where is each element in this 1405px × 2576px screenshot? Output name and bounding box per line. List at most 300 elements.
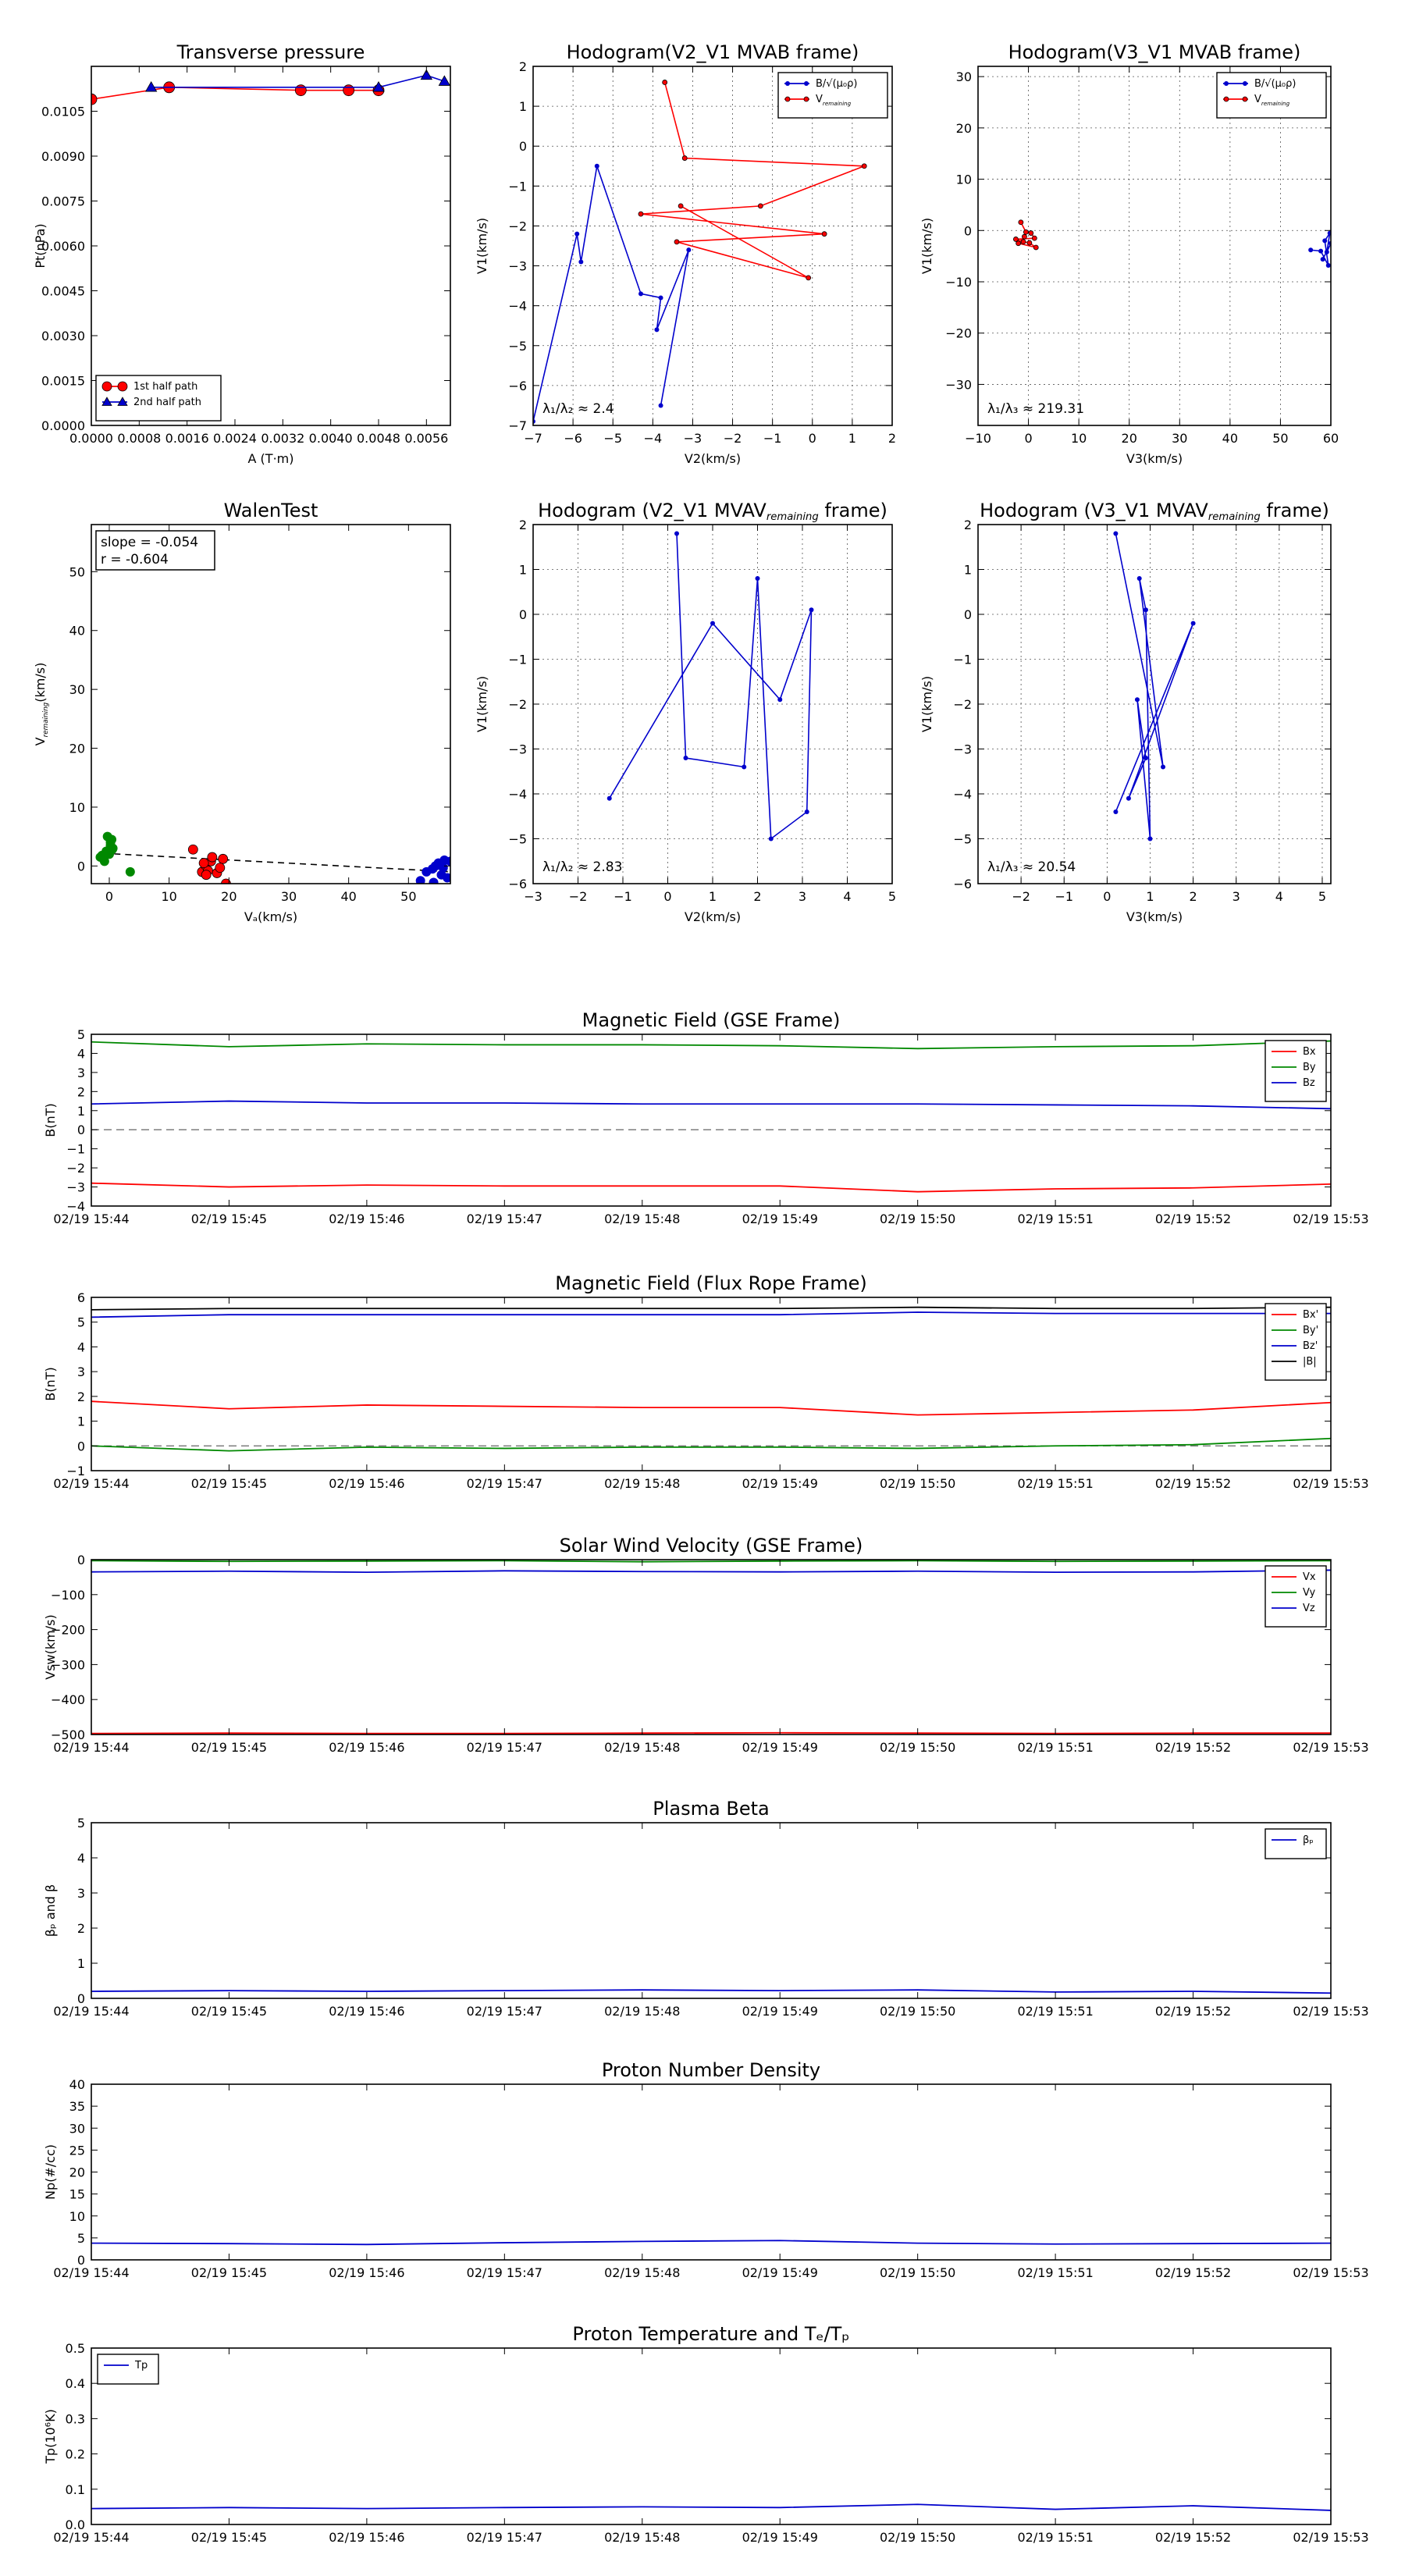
chart-title: Solar Wind Velocity (GSE Frame) [559,1535,863,1557]
series-group [531,80,866,423]
series-group [91,2240,1331,2244]
data-point [822,232,827,237]
data-point [1032,236,1037,240]
x-tick-label: 02/19 15:53 [1293,1740,1369,1755]
series-line [91,1990,1331,1993]
x-tick-label: 50 [400,889,417,904]
legend-marker [804,97,809,101]
y-axis-label: Vsw(km/s) [43,1614,58,1680]
x-axis-label: V3(km/s) [1126,909,1183,924]
data-point [674,532,679,536]
y-tick-label: 40 [69,2077,85,2092]
x-tick-label: 02/19 15:51 [1017,2530,1094,2545]
data-point [1144,607,1148,612]
data-point [98,851,107,860]
x-tick-label: 02/19 15:51 [1017,2004,1094,2019]
x-tick-label: 02/19 15:47 [466,1476,542,1491]
data-point [1161,765,1165,770]
legend-label: By' [1303,1325,1319,1336]
series-line [91,1560,1331,1561]
y-tick-label: 0 [518,139,527,155]
data-point [678,204,683,208]
x-tick-label: −2 [568,889,588,904]
legend-label: Vx [1303,1571,1316,1583]
x-tick-label: 02/19 15:44 [53,1476,130,1491]
legend-label: Vy [1303,1587,1316,1599]
legend [1265,1304,1326,1380]
x-tick-label: 0 [1024,431,1033,446]
x-tick-label: −2 [723,431,742,446]
data-point [1019,220,1023,225]
x-tick-label: 0.0056 [404,431,449,446]
x-tick-label: −7 [524,431,542,446]
x-tick-label: 02/19 15:49 [742,2004,818,2019]
legend-label: By [1303,1062,1316,1073]
y-axis-label: B(nT) [43,1367,58,1401]
x-tick-label: 02/19 15:47 [466,2265,542,2280]
y-axis-label: βₚ and β [43,1884,58,1937]
y-tick-label: 5 [76,2230,85,2246]
legend-label: Bz' [1303,1340,1318,1352]
y-tick-label: 2 [518,59,527,74]
y-tick-label: −2 [953,697,972,712]
x-tick-label: 4 [1275,889,1283,904]
chart-ts4 [43,1798,1369,2019]
y-tick-label: −4 [66,1199,85,1214]
x-tick-label: 0.0000 [69,431,113,446]
y-tick-label: 10 [69,799,85,815]
data-point [108,844,118,853]
x-tick-label: −2 [1012,889,1030,904]
data-point [1325,250,1329,254]
x-tick-label: 40 [1222,431,1239,446]
data-point [654,327,659,332]
data-point [710,621,715,626]
x-tick-label: 02/19 15:53 [1293,2004,1369,2019]
x-tick-label: 02/19 15:50 [880,2265,956,2280]
data-point [1308,247,1313,252]
y-tick-label: 10 [955,172,972,187]
y-tick-label: 0 [963,223,972,239]
data-point [1326,263,1331,268]
legend-marker [118,382,127,391]
x-tick-label: −6 [564,431,582,446]
x-tick-label: 02/19 15:49 [742,1740,818,1755]
x-tick-label: 0.0024 [213,431,257,446]
legend [1265,1041,1326,1101]
legend-box [1265,1566,1326,1627]
y-tick-label: 3 [76,1364,85,1380]
y-tick-label: 0.3 [65,2411,85,2427]
x-tick-label: 02/19 15:48 [604,2004,681,2019]
series-group [607,532,814,841]
y-tick-label: −4 [508,787,527,802]
y-tick-label: 20 [69,2165,85,2180]
data-point [1321,257,1325,262]
x-tick-label: −3 [683,431,702,446]
chart-title: Proton Number Density [601,2059,821,2081]
chart-tp [33,41,450,466]
y-tick-label: 0.0075 [41,194,85,209]
x-tick-label: 02/19 15:52 [1154,1212,1232,1226]
x-tick-label: 02/19 15:45 [190,1740,268,1755]
y-tick-label: −400 [51,1692,85,1708]
x-tick-label: 02/19 15:51 [1017,1740,1094,1755]
y-tick-label: 15 [69,2186,85,2202]
chart-title: Magnetic Field (GSE Frame) [582,1009,841,1031]
x-tick-label: 0.0040 [308,431,353,446]
data-point [1318,249,1323,254]
legend-label: Vz [1303,1603,1315,1614]
chart-title: Hodogram(V3_V1 MVAB frame) [1008,41,1301,63]
series-group [91,1990,1331,1993]
y-tick-label: 3 [76,1065,85,1080]
x-tick-label: −1 [763,431,782,446]
plot-frame [91,1560,1331,1735]
legend-label: |B| [1303,1356,1317,1368]
x-tick-label: 02/19 15:48 [604,2265,681,2280]
series-group [91,1560,1331,1733]
x-tick-label: 3 [798,889,807,904]
data-point [126,867,135,877]
x-tick-label: 02/19 15:50 [880,2004,956,2019]
y-tick-label: 0.1 [65,2482,85,2497]
data-point [742,765,746,770]
x-tick-label: 02/19 15:45 [190,2530,268,2545]
x-tick-label: 02/19 15:48 [604,1476,681,1491]
x-tick-label: 30 [1172,431,1188,446]
x-tick-label: 50 [1272,431,1289,446]
series-line [91,1733,1331,1734]
x-tick-label: 02/19 15:51 [1017,1212,1094,1226]
y-tick-label: −5 [508,338,527,354]
chart-ts5 [43,2059,1369,2280]
y-tick-label: 3 [76,1886,85,1901]
x-tick-label: 02/19 15:49 [742,1476,818,1491]
x-tick-label: 02/19 15:46 [329,2004,405,2019]
plot-frame [91,66,450,425]
x-tick-label: 02/19 15:50 [880,1476,956,1491]
legend-label: Bx' [1303,1309,1319,1321]
y-tick-label: 25 [69,2143,85,2158]
data-point [674,240,679,244]
x-tick-label: −10 [965,431,991,446]
x-tick-label: 02/19 15:45 [190,2265,268,2280]
legend-marker [785,81,790,86]
plot-frame [91,2084,1331,2260]
series-group [91,1041,1331,1192]
y-tick-label: −30 [945,377,972,393]
x-tick-label: −1 [1055,889,1074,904]
legend-marker [1224,97,1229,101]
y-tick-label: 4 [76,1046,85,1062]
x-tick-label: 02/19 15:48 [604,1212,681,1226]
x-tick-label: 02/19 15:53 [1293,2530,1369,2545]
x-tick-label: 02/19 15:44 [53,2530,130,2545]
x-tick-label: 0.0016 [165,431,209,446]
y-tick-label: 1 [76,1956,85,1971]
y-tick-label: −1 [508,179,527,194]
ratio-annotation: λ₁/λ₂ ≈ 2.4 [542,401,614,417]
y-tick-label: −6 [508,378,527,393]
chart-h1 [475,41,896,466]
legend [1265,1566,1326,1627]
data-point [756,576,760,581]
x-tick-label: 02/19 15:52 [1154,2004,1232,2019]
y-axis-label: V1(km/s) [919,217,934,275]
legend-box [1265,1041,1326,1101]
x-tick-label: 4 [843,889,852,904]
x-tick-label: 1 [708,889,717,904]
x-tick-label: 20 [221,889,237,904]
y-tick-label: 0 [76,2253,85,2268]
data-point [659,403,663,407]
plot-frame [91,2348,1331,2524]
y-tick-label: −200 [51,1622,85,1638]
series-group [91,1308,1331,1451]
x-tick-label: 02/19 15:45 [190,2004,268,2019]
series-line [1115,534,1193,839]
legend-marker [102,382,112,391]
y-tick-label: 0 [76,1553,85,1567]
y-tick-label: 4 [76,1851,85,1866]
x-tick-label: 1 [1146,889,1154,904]
y-tick-label: 0.0000 [41,418,85,433]
data-point [809,607,814,612]
y-tick-label: −1 [953,652,972,667]
x-axis-label: Vₐ(km/s) [244,909,298,924]
y-tick-label: 5 [76,1027,85,1042]
x-tick-label: 02/19 15:47 [466,1740,542,1755]
chart-title: Transverse pressure [176,41,365,63]
legend-marker [1243,81,1247,86]
series-line [91,1183,1331,1192]
legend-marker [1224,81,1229,86]
x-tick-label: 02/19 15:50 [880,1212,956,1226]
x-tick-label: 02/19 15:52 [1154,2265,1232,2280]
x-tick-label: 02/19 15:51 [1017,2265,1094,2280]
y-tick-label: 2 [76,1921,85,1936]
x-tick-label: 02/19 15:45 [190,1212,268,1226]
legend [98,2354,158,2384]
data-point [295,85,306,96]
legend-label: $V_{remaining}$ [1254,94,1290,107]
data-point [1328,231,1332,236]
data-point [607,796,612,801]
x-tick-label: 02/19 15:46 [329,2265,405,2280]
legend-box [98,2354,158,2384]
x-tick-label: 2 [753,889,762,904]
x-tick-label: −3 [524,889,542,904]
data-point [659,295,663,300]
y-tick-label: −5 [508,831,527,847]
y-tick-label: −2 [508,697,527,712]
fit-line [103,853,450,872]
data-point [208,852,217,862]
data-point [758,204,763,208]
data-point [769,837,774,841]
y-tick-label: 20 [69,741,85,756]
y-tick-label: −5 [953,831,972,847]
y-tick-label: 0 [76,1123,85,1138]
y-tick-label: −2 [508,219,527,234]
x-tick-label: −1 [614,889,632,904]
series-line [91,1041,1331,1049]
chart-h2 [919,41,1339,466]
x-tick-label: 02/19 15:46 [329,1212,405,1226]
chart-title: Magnetic Field (Flux Rope Frame) [555,1272,867,1294]
chart-ts1 [43,1009,1369,1226]
y-axis-label: V1(km/s) [475,675,489,733]
y-tick-label: −100 [51,1587,85,1603]
chart-title: Hodogram(V2_V1 MVAB frame) [566,41,859,63]
y-tick-label: −4 [953,787,972,802]
y-tick-label: 40 [69,623,85,639]
legend-label: Tp [135,2360,148,2371]
data-point [1021,240,1026,244]
y-tick-label: 0.0105 [41,104,85,119]
x-axis-label: V2(km/s) [684,909,742,924]
y-tick-label: 50 [69,564,85,580]
ratio-annotation: λ₁/λ₃ ≈ 219.31 [987,401,1085,417]
x-tick-label: 02/19 15:46 [329,2530,405,2545]
y-tick-label: −6 [953,877,972,891]
series-group [1013,220,1333,268]
x-tick-label: 0 [105,889,114,904]
x-tick-label: 02/19 15:52 [1154,1740,1232,1755]
y-axis-label: Np(#/cc) [43,2144,58,2200]
data-point [638,212,643,216]
series-line [91,1308,1331,1310]
data-point [682,156,687,161]
y-tick-label: 0.0015 [41,373,85,389]
series-line [91,1312,1331,1317]
x-tick-label: 20 [1121,431,1137,446]
chart-h3 [475,500,896,924]
data-point [343,85,354,96]
data-point [215,863,225,873]
y-tick-label: 0.0060 [41,239,85,254]
x-tick-label: 02/19 15:49 [742,1212,818,1226]
data-point [1135,697,1140,702]
x-tick-label: 02/19 15:49 [742,2265,818,2280]
x-tick-label: 3 [1232,889,1240,904]
y-tick-label: 1 [518,562,527,578]
data-point [1027,240,1032,245]
data-point [574,232,579,237]
x-tick-label: 02/19 15:45 [190,1476,268,1491]
legend-label: B/√(μ₀ρ) [816,78,858,90]
y-tick-label: 2 [963,518,972,532]
ratio-annotation: λ₁/λ₃ ≈ 20.54 [987,859,1076,875]
data-point [429,877,439,887]
chart-ts2 [43,1272,1369,1491]
plot-frame [91,525,450,884]
x-tick-label: 02/19 15:53 [1293,1212,1369,1226]
x-tick-label: 02/19 15:52 [1154,1476,1232,1491]
x-tick-label: 30 [280,889,297,904]
y-tick-label: 2 [76,1084,85,1100]
x-axis-label: A (T·m) [247,451,294,466]
x-tick-label: 0.0048 [357,431,400,446]
x-tick-label: 02/19 15:46 [329,1476,405,1491]
legend-label: Bz [1303,1077,1315,1089]
y-tick-label: 30 [69,682,85,698]
x-tick-label: 0.0008 [117,431,162,446]
legend [778,73,887,118]
y-tick-label: −4 [508,298,527,314]
x-tick-label: 02/19 15:44 [53,2004,130,2019]
data-point [684,756,688,760]
x-axis-label: V2(km/s) [684,451,742,466]
x-tick-label: 5 [1318,889,1327,904]
x-tick-label: 10 [161,889,177,904]
chart-ts3 [43,1535,1369,1755]
data-point [1144,756,1148,760]
y-tick-label: 4 [76,1340,85,1355]
series-line [91,1439,1331,1451]
y-tick-label: 35 [69,2099,85,2115]
x-tick-label: 02/19 15:47 [466,1212,542,1226]
y-tick-label: −3 [508,742,527,757]
y-axis-label: Pt(nPa) [33,223,48,269]
legend-label: B/√(μ₀ρ) [1254,78,1297,90]
stats-text: r = -0.604 [101,552,169,568]
data-point [686,247,691,252]
legend [1217,73,1326,118]
x-tick-label: 02/19 15:48 [604,1740,681,1755]
x-tick-label: 02/19 15:47 [466,2004,542,2019]
y-tick-label: −7 [508,418,527,433]
chart-title: Hodogram (V2_V1 MVAVremaining frame) [538,500,887,523]
chart-title: WalenTest [223,500,318,521]
y-tick-label: −500 [51,1727,85,1742]
plot-frame [91,1823,1331,1998]
y-tick-label: 0 [76,859,85,874]
plot-frame [533,66,892,425]
x-tick-label: 5 [887,889,897,904]
data-point [663,80,667,84]
x-tick-label: 02/19 15:53 [1293,2265,1369,2280]
y-tick-label: 5 [76,1816,85,1831]
data-point [188,845,197,854]
stats-text: slope = -0.054 [101,535,199,550]
x-tick-label: 10 [1070,431,1087,446]
data-point [1029,231,1033,236]
data-point [1033,245,1038,250]
series-line [91,2504,1331,2510]
y-axis-label: B(nT) [43,1103,58,1137]
x-tick-label: −5 [603,431,623,446]
plot-frame [91,1034,1331,1206]
y-tick-label: 2 [76,1389,85,1404]
y-tick-label: −1 [66,1141,85,1157]
x-tick-label: 02/19 15:44 [53,2265,130,2280]
data-point [777,697,782,702]
x-tick-label: 0.0032 [261,431,305,446]
y-tick-label: 1 [76,1103,85,1119]
y-tick-label: 0 [76,1439,85,1454]
data-point [1137,576,1142,581]
y-tick-label: 0 [963,607,972,622]
y-tick-label: −3 [508,258,527,274]
data-point [1113,532,1118,536]
y-tick-label: 6 [76,1290,85,1305]
series-line [91,1101,1331,1109]
y-tick-label: 30 [69,2121,85,2137]
legend-label: 2nd half path [133,397,201,408]
y-tick-label: 0.2 [65,2446,85,2462]
